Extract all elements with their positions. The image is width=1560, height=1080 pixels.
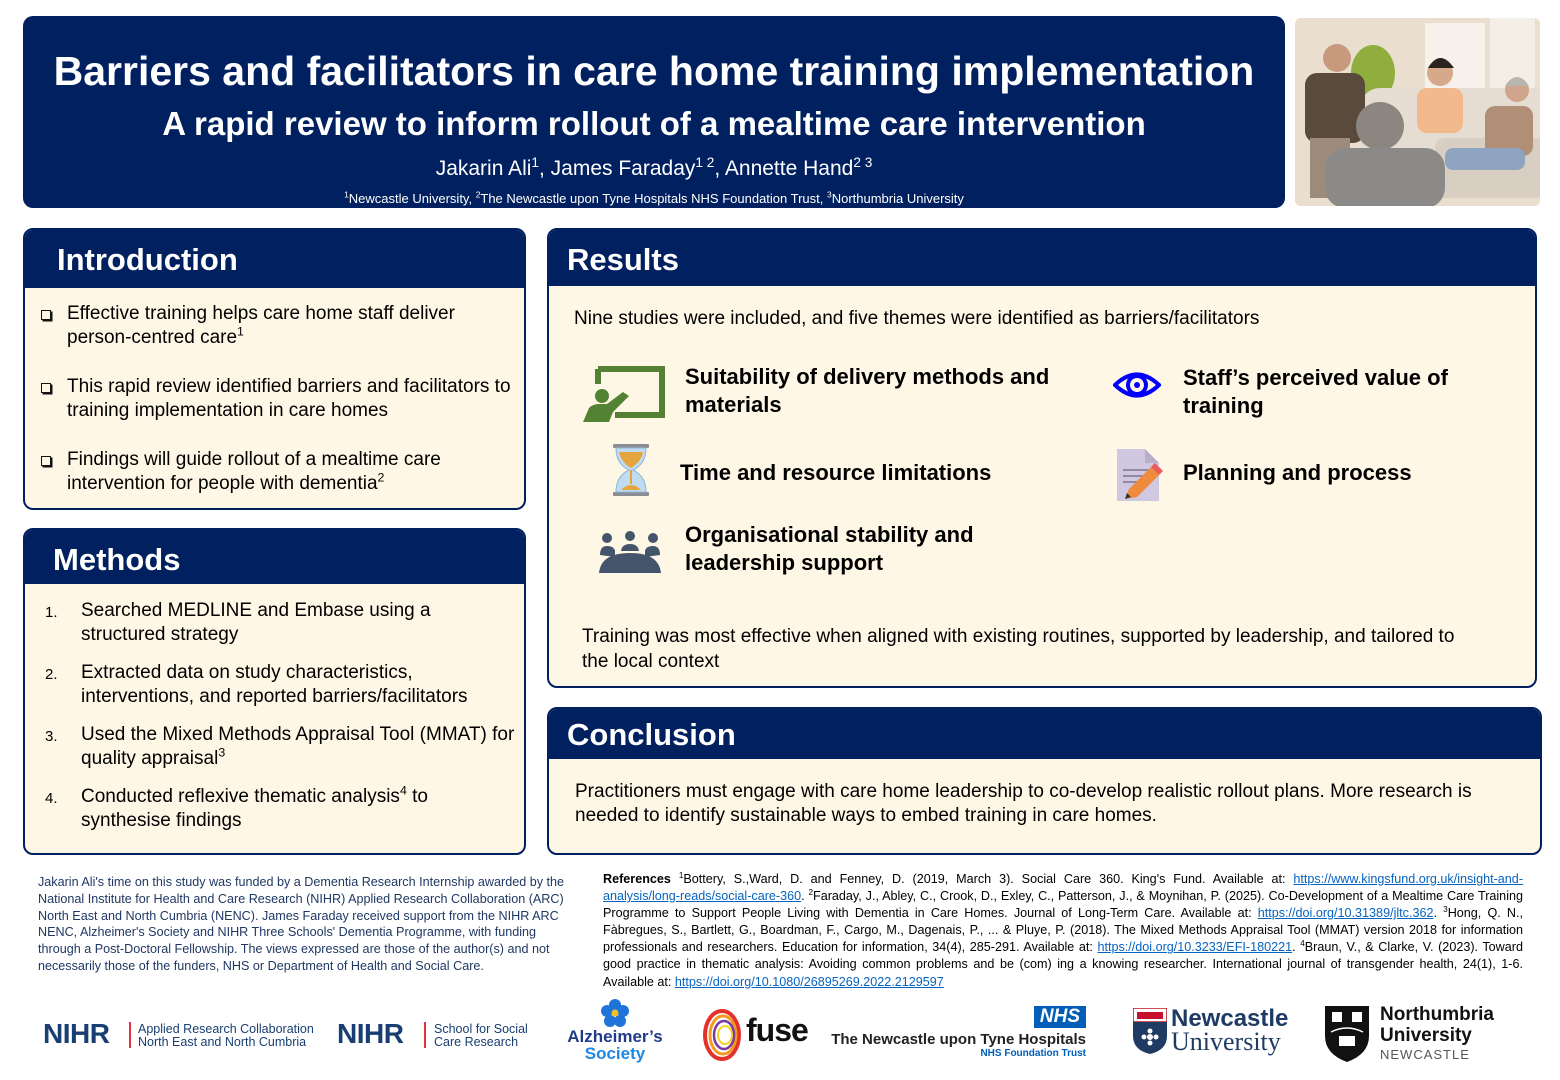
reference-link[interactable]: https://doi.org/10.1080/26895269.2022.2129597: [674, 974, 944, 989]
conclusion-heading: Conclusion: [549, 709, 1540, 759]
teacher-board-icon: [583, 366, 665, 422]
author-affiliation-mark: 1 2: [695, 155, 715, 170]
separator: ,: [539, 157, 551, 180]
citation-mark: 2: [377, 470, 385, 485]
introduction-body: [25, 288, 524, 508]
eye-icon: [1113, 370, 1161, 400]
nihr-arc-line1: Applied Research Collaboration: [138, 1022, 314, 1036]
reference-link[interactable]: https://doi.org/10.31389/jltc.362: [1257, 906, 1434, 921]
separator: ,: [714, 157, 725, 180]
theme-label: Suitability of delivery methods and materials: [685, 364, 1050, 417]
affiliation: Northumbria University: [831, 191, 964, 206]
affiliation-mark: 2: [475, 189, 481, 200]
step-text: Extracted data on study characteristics, interventions, and reported barriers/facilitators: [81, 662, 468, 707]
checkbox-bullet-icon: [41, 383, 51, 393]
divider: [424, 1022, 426, 1048]
forget-me-not-flower-icon: [600, 998, 630, 1028]
affiliations: [23, 191, 1285, 207]
method-step: [25, 785, 524, 833]
northumbria-university-logo: [1325, 1004, 1515, 1066]
theme-label: Organisational stability and leadership support: [685, 522, 974, 575]
nhs-trust-logo: [826, 1006, 1088, 1060]
northumbria-line3: NEWCASTLE: [1380, 1047, 1470, 1062]
reference-number: 1: [678, 870, 684, 880]
step-text: Used the Mixed Methods Appraisal Tool (MMAT) for quality appraisal: [81, 724, 515, 769]
affiliation: The Newcastle upon Tyne Hospitals NHS Foundation Trust,: [480, 191, 827, 206]
bullet-text: This rapid review identified barriers and facilitators to training implementation in care homes: [67, 376, 511, 421]
nihr-sscr-line1: School for Social: [434, 1022, 528, 1036]
methods-heading: Methods: [25, 530, 524, 584]
results-intro: Nine studies were included, and five themes were identified as barriers/facilitators: [574, 308, 1260, 329]
funding-statement: Jakarin Ali's time on this study was funded by a Dementia Research Internship awarded by the National Institute for Health and Care Research (NIHR) Applied Research Collaboration (ARC) North East and North Cumbria (NENC). James Faraday received support from the NIHR ARC NENC, Alzheimer's Society and NIHR Three Schools' Dementia Programme, with funding through a Post-Doctoral Fellowship. The views expressed are those of the author(s) and not necessarily those of the funders, NHS or Department of Health and Social Care.: [38, 875, 565, 973]
poster-header: [23, 16, 1285, 208]
poster-subtitle: A rapid review to inform rollout of a mealtime care intervention: [162, 105, 1146, 142]
nihr-wordmark: NIHR: [43, 1018, 110, 1049]
introduction-panel: [23, 228, 526, 510]
author-name: Annette Hand: [724, 157, 854, 180]
citation-mark: 4: [399, 783, 407, 798]
reference-number: 2: [808, 887, 814, 897]
conclusion-text: Practitioners must engage with care home leadership to co-develop realistic rollout plans. More research is needed to identify sustainable ways to embed training in care homes.: [575, 781, 1472, 826]
method-step: [25, 661, 524, 709]
reference-number: 3: [1443, 905, 1448, 914]
document-pencil-icon: [1115, 447, 1163, 503]
nhs-trust-line1: The Newcastle upon Tyne Hospitals: [831, 1031, 1086, 1048]
step-number: 4.: [45, 790, 58, 807]
alzheimers-society-logo: [560, 998, 670, 1076]
author-list: [23, 156, 1285, 182]
fuse-swirl-icon: [702, 1006, 742, 1064]
methods-body: [25, 584, 524, 853]
step-text: Searched MEDLINE and Embase using a structured strategy: [81, 600, 431, 645]
alzheimers-line2: Society: [584, 1044, 646, 1063]
reference-text: Braun, V., & Clarke, V. (2023). Toward good practice in thematic analysis: Avoiding common problems and be (com) ing a knowing researcher. International journal of transgender health, 24(1), 1-6. Available at:: [603, 940, 1523, 989]
fuse-logo: [702, 1006, 812, 1064]
reference-text: Hong, Q. N., Fàbregues, S., Bartlett, G., Boardman, F., Cargo, M., Dagenais, P., ... & Pluye, P. (2018). The Mixed Methods Appraisal Tool (MMAT) version 2018 for information professionals and researchers. Education for information, 34(4), 285-291. Available at:: [603, 906, 1524, 955]
intro-bullet: [25, 302, 524, 350]
newcastle-line1: Newcastle: [1171, 1005, 1289, 1032]
references: [603, 871, 1523, 991]
northumbria-crest-icon: [1325, 1006, 1369, 1062]
introduction-heading: Introduction: [25, 230, 524, 288]
header-photo: [1295, 18, 1540, 206]
intro-bullet: [25, 375, 524, 423]
reference-link[interactable]: https://doi.org/10.3233/EFI-180221: [1097, 940, 1293, 955]
reference-text: Bottery, S.,Ward, D. and Fenney, D. (2019, March 3). Social Care 360. King's Fund. Available at:: [683, 872, 1294, 886]
conclusion-panel: [547, 707, 1542, 855]
method-step: [25, 723, 524, 771]
reference-text: Faraday, J., Abley, C., Crook, D., Exley, C., Patterson, J., & Moynihan, P. (2025). Co-Development of a Mealtime Care Training Programme to Support People Living with Dementia in Care Homes. Journal of Long-Term Care. Available at:: [603, 889, 1523, 921]
affiliation-mark: 1: [344, 189, 349, 200]
newcastle-university-logo: [1133, 1006, 1298, 1058]
step-number: 3.: [45, 728, 58, 745]
affiliation-mark: 3: [827, 189, 832, 200]
poster-title: Barriers and facilitators in care home training implementation: [53, 48, 1255, 94]
nhs-badge: NHS: [1034, 1006, 1086, 1028]
nihr-wordmark: NIHR: [337, 1018, 404, 1049]
group-meeting-icon: [599, 531, 661, 573]
separator: .: [801, 889, 809, 904]
results-heading: Results: [549, 230, 1535, 286]
bullet-text: Effective training helps care home staff deliver person-centred care: [67, 303, 455, 348]
checkbox-bullet-icon: [41, 456, 51, 466]
step-text: Conducted reflexive thematic analysis: [81, 786, 400, 807]
reference-link[interactable]: https://www.kingsfund.org.uk/insight-and-analysis/long-reads/social-care-360: [603, 872, 1524, 904]
separator: .: [1292, 940, 1301, 955]
step-number: 2.: [45, 666, 58, 683]
methods-panel: [23, 528, 526, 855]
step-number: 1.: [45, 604, 58, 621]
northumbria-line1: Northumbria: [1380, 1004, 1494, 1025]
hourglass-icon: [612, 444, 650, 496]
results-body: [549, 286, 1535, 686]
care-home-photo-illustration: [1295, 18, 1540, 206]
divider: [129, 1022, 131, 1048]
author-affiliation-mark: 2 3: [853, 155, 873, 170]
nihr-arc-logo: [43, 1018, 318, 1052]
results-panel: [547, 228, 1537, 688]
nhs-trust-line2: NHS Foundation Trust: [980, 1048, 1086, 1059]
newcastle-crest-icon: [1133, 1008, 1167, 1054]
intro-bullet: [25, 448, 524, 496]
bullet-text: Findings will guide rollout of a mealtime care intervention for people with dementia: [67, 449, 441, 494]
method-step: [25, 599, 524, 647]
theme-label: Planning and process: [1183, 460, 1412, 485]
northumbria-line2: University: [1380, 1025, 1472, 1046]
separator: .: [1433, 906, 1444, 921]
citation-mark: 3: [218, 745, 226, 760]
results-summary: Training was most effective when aligned with existing routines, supported by leadership, and tailored to the local context: [582, 626, 1455, 672]
theme-label: Staff’s perceived value of training: [1183, 365, 1448, 418]
alzheimers-line1: Alzheimer’s: [567, 1027, 663, 1046]
author-name: James Faraday: [550, 157, 696, 180]
nihr-sscr-logo: [337, 1018, 537, 1052]
affiliation: Newcastle University,: [348, 191, 476, 206]
fuse-wordmark: fuse: [746, 1012, 808, 1048]
author-name: Jakarin Ali: [435, 157, 532, 180]
theme-label: Time and resource limitations: [680, 460, 992, 485]
nihr-arc-line2: North East and North Cumbria: [138, 1035, 307, 1049]
citation-mark: 1: [237, 324, 244, 339]
step-text-tail: to synthesise findings: [81, 786, 428, 831]
newcastle-line2: University: [1171, 1027, 1281, 1056]
nihr-sscr-line2: Care Research: [434, 1035, 519, 1049]
checkbox-bullet-icon: [41, 310, 51, 320]
references-label: References: [603, 872, 671, 886]
author-affiliation-mark: 1: [531, 155, 539, 170]
reference-number: 4: [1300, 939, 1305, 949]
